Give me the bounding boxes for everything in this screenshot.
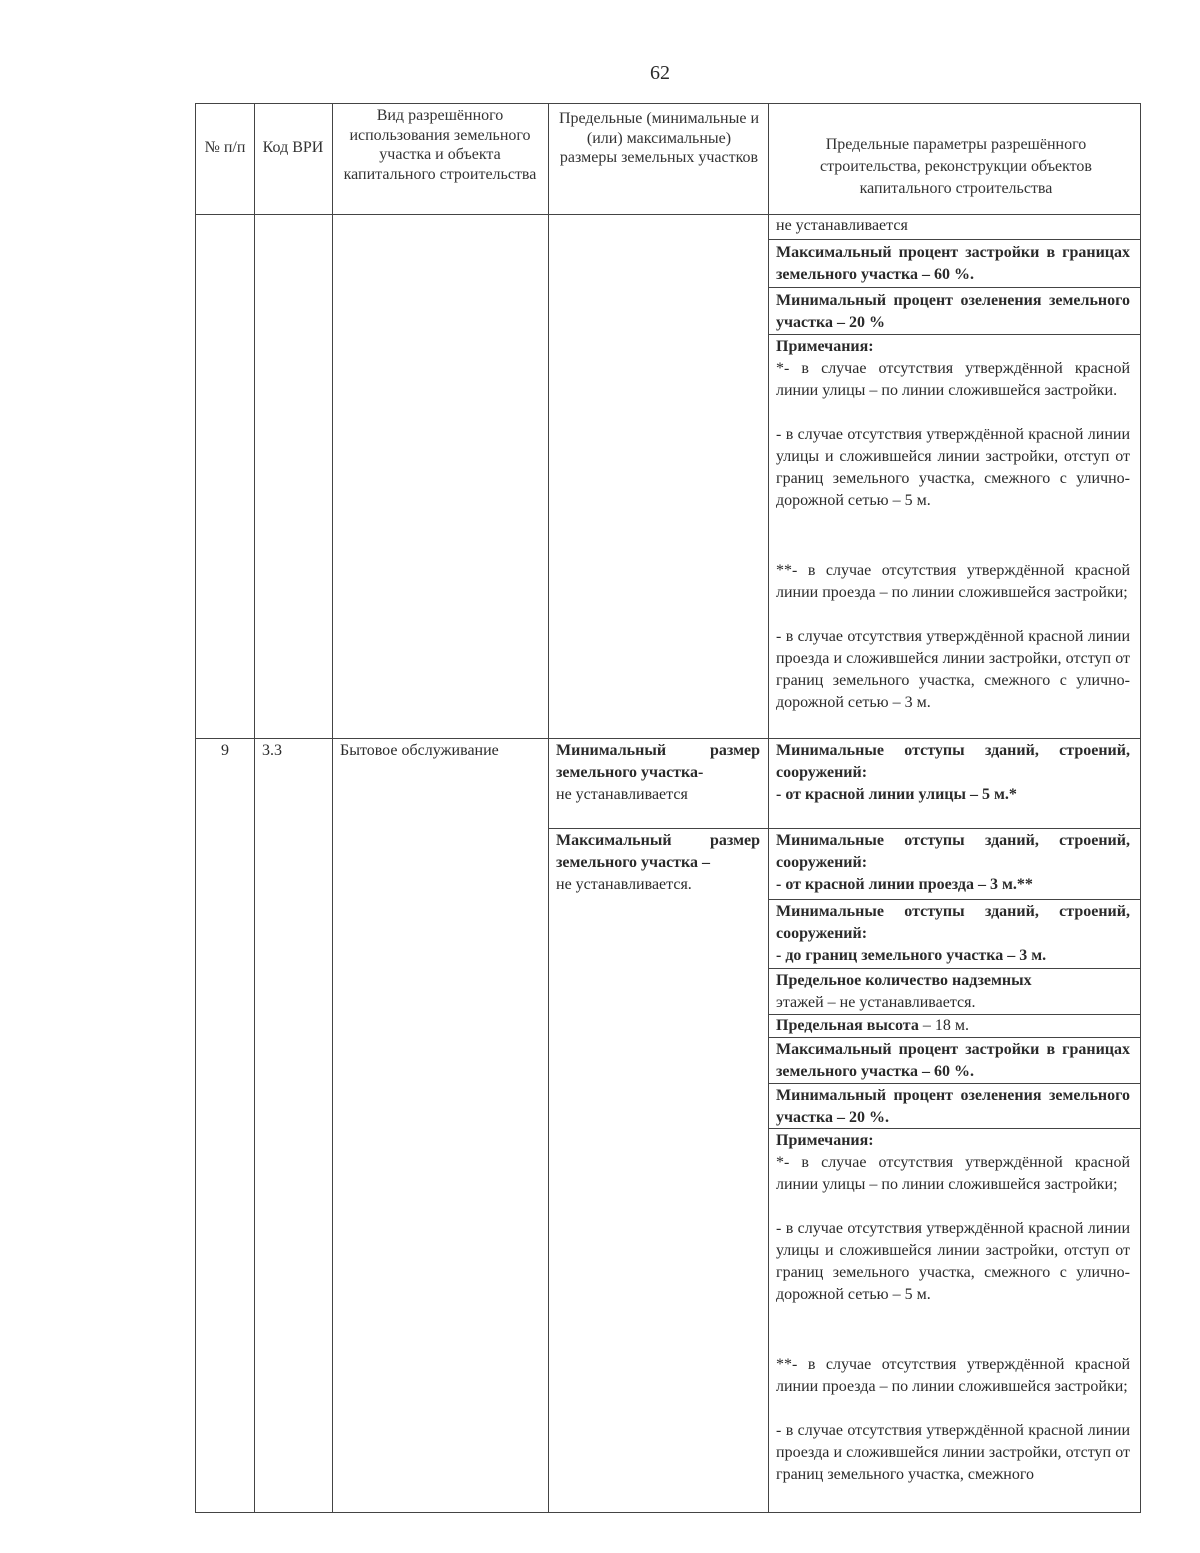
- row9-min-size: [556, 740, 760, 806]
- row9-param-5-value: – 18 м.: [918, 1017, 969, 1034]
- prev-note-1: *- в случае отсутствия утверждённой красной линии улицы – по линии сложившейся застройки.: [776, 360, 1130, 399]
- row9-param-3: [776, 901, 1130, 967]
- header-num: № п/п: [204, 139, 246, 156]
- row9-code: 3.3: [262, 742, 282, 759]
- header-code: Код ВРИ: [262, 139, 324, 156]
- row9-max-build: Максимальный процент застройки в границах земельного участка – 60 %.: [776, 1041, 1130, 1080]
- cell-divider: [768, 287, 1140, 288]
- prev-not-set: не устанавливается: [776, 217, 908, 234]
- cell-divider: [768, 334, 1140, 335]
- row9-param-5-label: Предельная высота: [776, 1017, 919, 1034]
- row9-param-4: [776, 970, 1130, 1014]
- row9-note-4: - в случае отсутствия утверждённой красной линии проезда и сложившейся линии застройки, отступ от границ земельного участка, смежного: [776, 1422, 1130, 1483]
- row9-max-size: [556, 830, 760, 896]
- row9-notes-title: Примечания:: [776, 1132, 874, 1149]
- header-params: Предельные параметры разрешённого строительства, реконструкции объектов капитального строительства: [820, 136, 1092, 197]
- row9-param-2: [776, 830, 1130, 896]
- row9-param-2-label: Минимальные отступы зданий, строений, сооружений:: [776, 832, 1130, 871]
- row9-min-green: Минимальный процент озеленения земельного участка – 20 %.: [776, 1087, 1130, 1126]
- row9-param-1: [776, 740, 1130, 806]
- cell-divider: [768, 968, 1140, 969]
- row9-param-1-value: - от красной линии улицы – 5 м.*: [776, 786, 1017, 803]
- cell-divider: [768, 1037, 1140, 1038]
- row9-note-1: *- в случае отсутствия утверждённой красной линии улицы – по линии сложившейся застройки;: [776, 1154, 1130, 1193]
- row9-min-size-label: Минимальный размер земельного участка-: [556, 742, 760, 781]
- col-divider: [254, 104, 255, 1512]
- row9-num: 9: [221, 742, 229, 759]
- cell-divider: [768, 1128, 1140, 1129]
- prev-note-2: - в случае отсутствия утверждённой красной линии улицы и сложившейся линии застройки, отступ от границ земельного участка, смежного с улично-дорожной сетью – 5 м.: [776, 426, 1130, 509]
- col-divider: [768, 104, 769, 1512]
- prev-max-build: Максимальный процент застройки в границах земельного участка – 60 %.: [776, 244, 1130, 283]
- header-plot-sizes: Предельные (минимальные и (или) максимальные) размеры земельных участков: [558, 110, 760, 166]
- row9-param-3-label: Минимальные отступы зданий, строений, сооружений:: [776, 903, 1130, 942]
- cell-divider: [768, 1083, 1140, 1084]
- cell-divider: [768, 899, 1140, 900]
- row9-max-size-label: Максимальный размер земельного участка –: [556, 832, 760, 871]
- row9-param-5: [776, 1015, 1130, 1037]
- row9-note-2: - в случае отсутствия утверждённой красной линии улицы и сложившейся линии застройки, отступ от границ земельного участка, смежного с улично-дорожной сетью – 5 м.: [776, 1220, 1130, 1303]
- row9-max-size-value: не устанавливается.: [556, 876, 692, 893]
- cell-divider: [768, 828, 1140, 829]
- row9-min-size-value: не устанавливается: [556, 786, 688, 803]
- row9-kind: Бытовое обслуживание: [340, 742, 499, 759]
- header-divider: [196, 214, 1140, 215]
- prev-note-3: **- в случае отсутствия утверждённой красной линии проезда – по линии сложившейся застройки;: [776, 562, 1130, 601]
- row9-param-4-value: этажей – не устанавливается.: [776, 994, 976, 1011]
- cell-divider: [768, 239, 1140, 240]
- row9-param-2-value: - от красной линии проезда – 3 м.**: [776, 876, 1033, 893]
- row9-param-1-label: Минимальные отступы зданий, строений, сооружений:: [776, 742, 1130, 781]
- prev-note-4: - в случае отсутствия утверждённой красной линии проезда и сложившейся линии застройки, отступ от границ земельного участка, смежного с улично-дорожной сетью – 3 м.: [776, 628, 1130, 711]
- prev-min-green: Минимальный процент озеленения земельного участка – 20 %: [776, 292, 1130, 331]
- prev-notes-title: Примечания:: [776, 338, 874, 355]
- row9-param-4-label: Предельное количество надземных: [776, 972, 1032, 989]
- col-divider: [332, 104, 333, 1512]
- col-divider: [548, 104, 549, 1512]
- row9-param-3-value: - до границ земельного участка – 3 м.: [776, 947, 1047, 964]
- header-kind: Вид разрешённого использования земельного участка и объекта капитального строительства: [343, 107, 537, 183]
- page-number: 62: [650, 62, 670, 84]
- cell-divider: [548, 828, 768, 829]
- row-divider: [196, 738, 1140, 739]
- row9-note-3: **- в случае отсутствия утверждённой красной линии проезда – по линии сложившейся застройки;: [776, 1356, 1130, 1395]
- zoning-table: [195, 103, 1141, 1513]
